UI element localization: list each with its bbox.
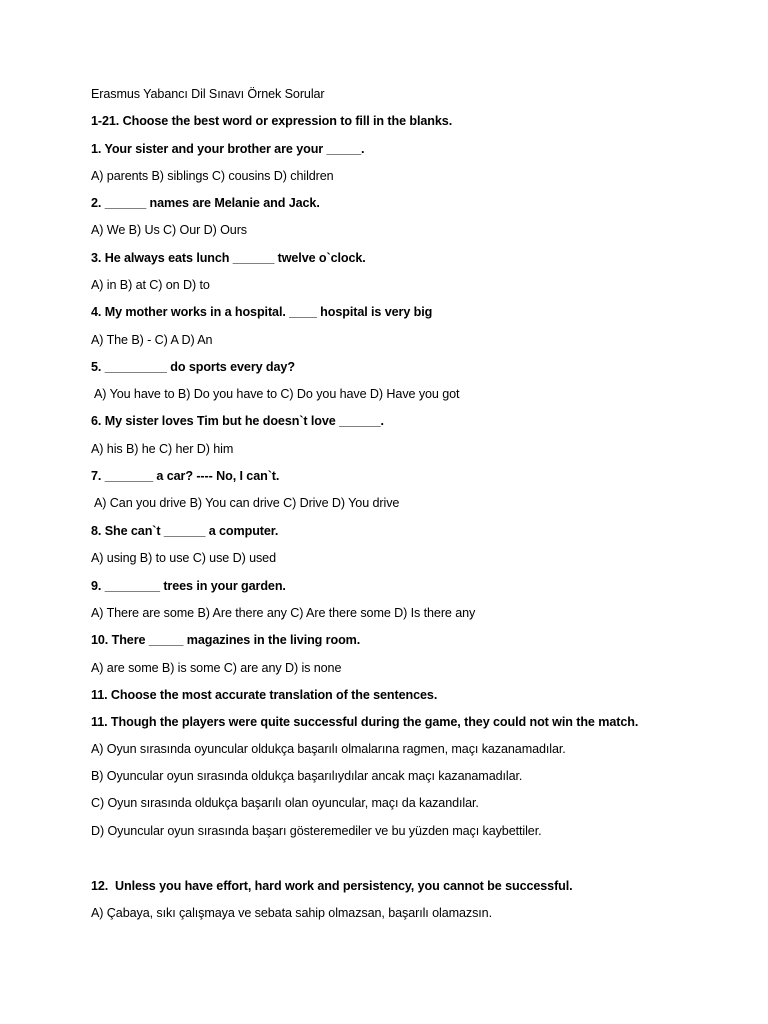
question-2-options: A) We B) Us C) Our D) Ours [91, 223, 247, 237]
question-12: 12. Unless you have effort, hard work and persistency, you cannot be successful. [91, 879, 573, 893]
question-9: 9. ________ trees in your garden. [91, 579, 286, 593]
question-8: 8. She can`t ______ a computer. [91, 524, 279, 538]
question-11-option-c: C) Oyun sırasında oldukça başarılı olan oyuncular, maçı da kazandılar. [91, 796, 479, 810]
question-6-options: A) his B) he C) her D) him [91, 442, 234, 456]
question-9-options: A) There are some B) Are there any C) Are there some D) Is there any [91, 606, 476, 620]
section-2-instruction: 11. Choose the most accurate translation of the sentences. [91, 688, 438, 702]
question-4: 4. My mother works in a hospital. ____ hospital is very big [91, 305, 433, 319]
question-11-option-b: B) Oyuncular oyun sırasında oldukça başarılıydılar ancak maçı kazanamadılar. [91, 769, 523, 783]
question-5-options: A) You have to B) Do you have to C) Do you have D) Have you got [94, 387, 460, 401]
question-5: 5. _________ do sports every day? [91, 360, 295, 374]
document-title: Erasmus Yabancı Dil Sınavı Örnek Sorular [91, 87, 325, 101]
question-6: 6. My sister loves Tim but he doesn`t love ______. [91, 414, 384, 428]
question-7-options: A) Can you drive B) You can drive C) Drive D) You drive [94, 496, 400, 510]
question-7: 7. _______ a car? ---- No, I can`t. [91, 469, 280, 483]
question-3-options: A) in B) at C) on D) to [91, 278, 210, 292]
question-11: 11. Though the players were quite successful during the game, they could not win the match. [91, 715, 639, 729]
question-12-option-a: A) Çabaya, sıkı çalışmaya ve sebata sahip olmazsan, başarılı olamazsın. [91, 906, 492, 920]
section-instruction: 1-21. Choose the best word or expression to fill in the blanks. [91, 114, 453, 128]
question-10: 10. There _____ magazines in the living room. [91, 633, 361, 647]
question-1: 1. Your sister and your brother are your _____. [91, 142, 365, 156]
question-8-options: A) using B) to use C) use D) used [91, 551, 276, 565]
question-2: 2. ______ names are Melanie and Jack. [91, 196, 320, 210]
question-10-options: A) are some B) is some C) are any D) is none [91, 661, 342, 675]
question-3: 3. He always eats lunch ______ twelve o`clock. [91, 251, 366, 265]
question-1-options: A) parents B) siblings C) cousins D) children [91, 169, 334, 183]
question-11-option-d: D) Oyuncular oyun sırasında başarı gösteremediler ve bu yüzden maçı kaybettiler. [91, 824, 542, 838]
question-11-option-a: A) Oyun sırasında oyuncular oldukça başarılı olmalarına ragmen, maçı kazanamadılar. [91, 742, 566, 756]
question-4-options: A) The B) - C) A D) An [91, 333, 213, 347]
